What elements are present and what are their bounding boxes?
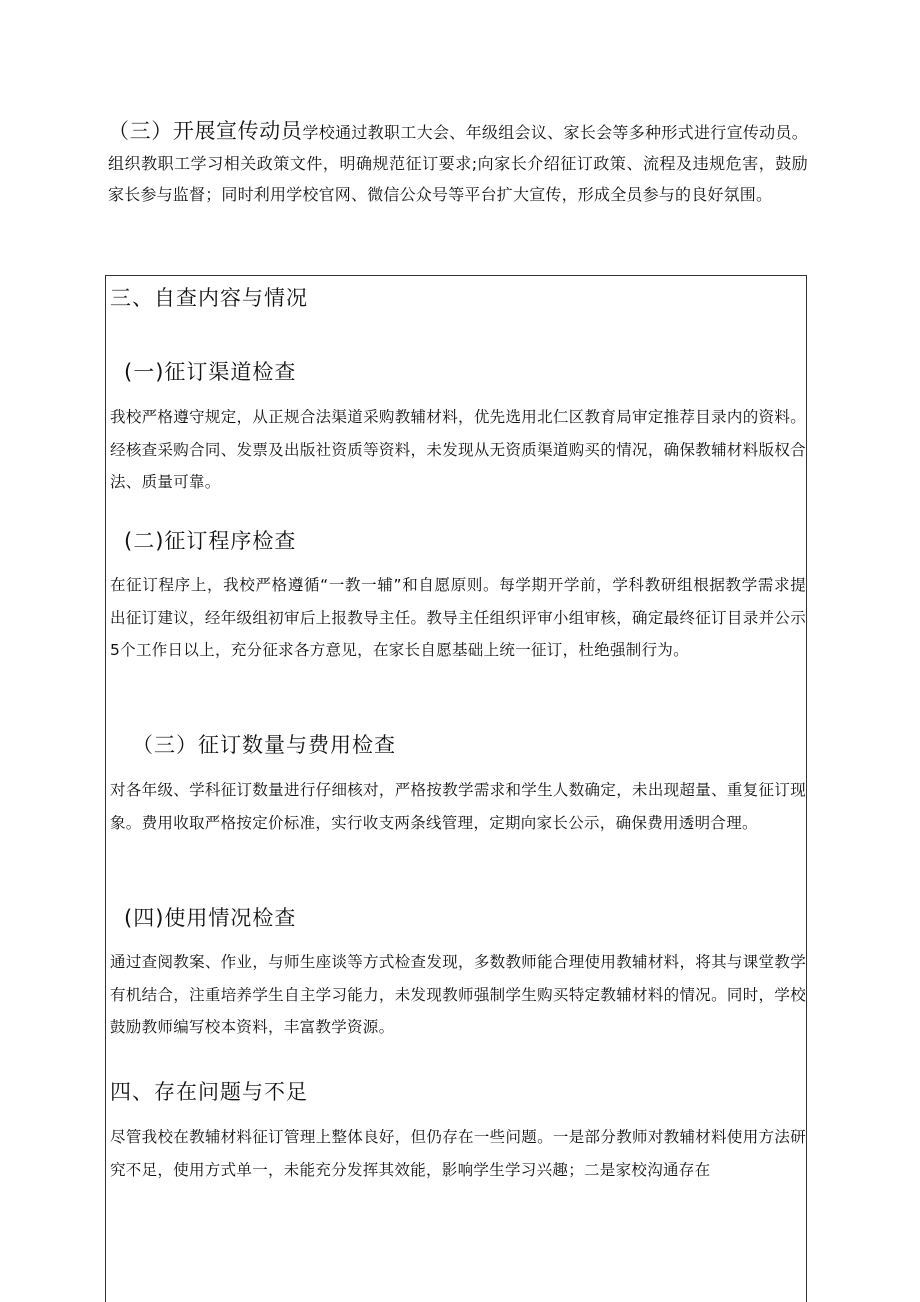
intro-lead-heading: （三）开展宣传动员 [108, 119, 303, 143]
section-3-title-block [110, 283, 806, 313]
intro-paragraph [108, 116, 808, 210]
subsection-body-usage-block [110, 946, 806, 1044]
subsection-body-procedure-block [110, 569, 806, 667]
subsection-heading-quantity-fee: （三）征订数量与费用检查 [132, 733, 396, 757]
subsection-body-quantity-fee: 对各年级、学科征订数量进行仔细核对，严格按教学需求和学生人数确定，未出现超量、重复征订现象。费用收取严格按定价标准，实行收支两条线管理，定期向家长公示，确保费用透明合理。 [110, 781, 806, 832]
subsection-quantity-fee [110, 730, 806, 760]
subsection-body-channel: 我校严格遵守规定，从正规合法渠道采购教辅材料，优先选用北仁区教育局审定推荐目录内的资料。经核查采购合同、发票及出版社资质等资料，未发现从无资质渠道购买的情况，确保教辅材料版权合法、质量可靠。 [110, 408, 806, 491]
section-4-title: 四、存在问题与不足 [110, 1080, 308, 1104]
subsection-procedure [110, 526, 806, 556]
subsection-body-procedure: 在征订程序上，我校严格遵循“一教一辅”和自愿原则。每学期开学前，学科教研组根据教学需求提出征订建议，经年级组初审后上报教导主任。教导主任组织评审小组审核，确定最终征订目录并公示5个工作日以上，充分征求各方意见，在家长自愿基础上统一征订，杜绝强制行为。 [110, 576, 806, 659]
section-4-body-block [110, 1121, 806, 1186]
subsection-heading-usage: (四)使用情况检查 [124, 906, 297, 930]
subsection-heading-channel: (一)征订渠道检查 [124, 360, 297, 384]
subsection-heading-procedure: (二)征订程序检查 [124, 529, 297, 553]
intro-text: 学校通过教职工大会、年级组会议、家长会等多种形式进行宣传动员。组织教职工学习相关政策文件，明确规范征订要求;向家长介绍征订政策、流程及违规危害，鼓励家长参与监督；同时利用学校官网、微信公众号等平台扩大宣传，形成全员参与的良好氛围。 [108, 123, 809, 204]
subsection-usage [110, 903, 806, 933]
section-4-title-block [110, 1077, 806, 1107]
section-3-title: 三、自查内容与情况 [110, 286, 308, 310]
subsection-channel [110, 357, 806, 387]
subsection-body-channel-block [110, 401, 806, 499]
subsection-body-usage: 通过查阅教案、作业，与师生座谈等方式检查发现，多数教师能合理使用教辅材料，将其与课堂教学有机结合，注重培养学生自主学习能力，未发现教师强制学生购买特定教辅材料的情况。同时，学校鼓励教师编写校本资料，丰富教学资源。 [110, 953, 806, 1036]
section-4-body: 尽管我校在教辅材料征订管理上整体良好，但仍存在一些问题。一是部分教师对教辅材料使用方法研究不足，使用方式单一，未能充分发挥其效能，影响学生学习兴趣；二是家校沟通存在 [110, 1128, 806, 1179]
subsection-body-quantity-fee-block [110, 774, 806, 839]
